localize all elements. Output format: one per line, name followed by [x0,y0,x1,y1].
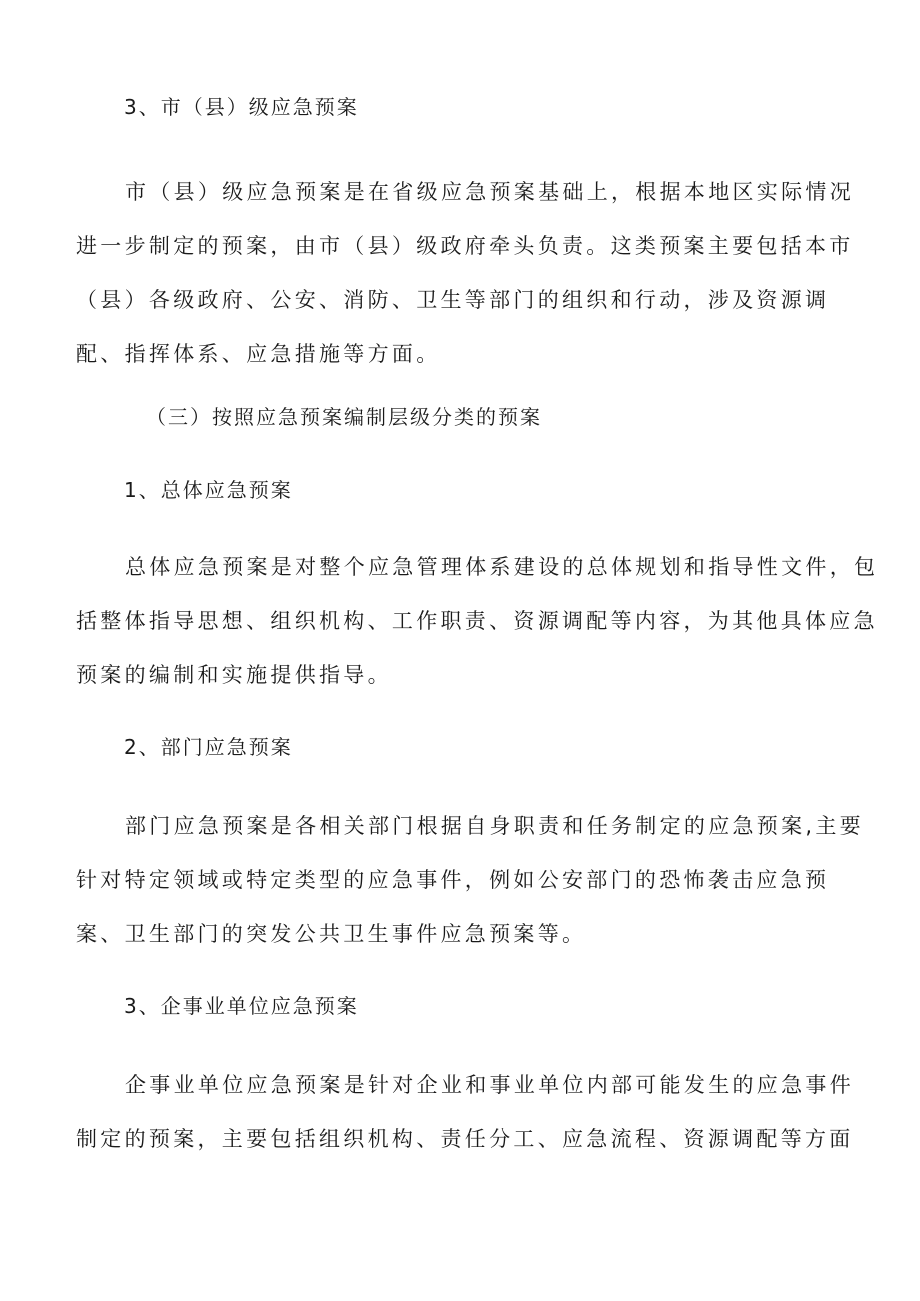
paragraph-line: 制定的预案，主要包括组织机构、责任分工、应急流程、资源调配等方面 [76,1127,854,1151]
paragraph-overall-plan [0,540,879,702]
paragraph-line: 企事业单位应急预案是针对企业和事业单位内部可能发生的应急事件 [125,1073,854,1097]
heading-enterprise-plan: 3、企事业单位应急预案 [124,994,359,1018]
heading-overall-plan: 1、总体应急预案 [124,478,293,502]
heading-city-plan: 3、市（县）级应急预案 [124,95,359,119]
paragraph-line: 市（县）级应急预案是在省级应急预案基础上，根据本地区实际情况 [125,180,854,204]
paragraph-line: 配、指挥体系、应急措施等方面。 [76,342,441,366]
section-heading-three: （三）按照应急预案编制层级分类的预案 [146,405,542,429]
heading-dept-plan: 2、部门应急预案 [124,735,293,759]
paragraph-line: 总体应急预案是对整个应急管理体系建设的总体规划和指导性文件，包 [125,555,879,579]
paragraph-line: 部门应急预案是各相关部门根据自身职责和任务制定的应急预案,主要 [125,814,864,838]
paragraph-line: 进一步制定的预案，由市（县）级政府牵头负责。这类预案主要包括本市 [76,234,854,258]
paragraph-line: 预案的编制和实施提供指导。 [76,663,392,687]
paragraph-line: （县）各级政府、公安、消防、卫生等部门的组织和行动，涉及资源调 [76,288,830,312]
paragraph-dept-plan [0,799,864,961]
paragraph-line: 针对特定领域或特定类型的应急事件，例如公安部门的恐怖袭击应急预 [76,868,830,892]
paragraph-line: 括整体指导思想、组织机构、工作职责、资源调配等内容，为其他具体应急 [76,609,878,633]
paragraph-enterprise-plan [0,1058,854,1166]
paragraph-city-plan [0,165,854,381]
paragraph-line: 案、卫生部门的突发公共卫生事件应急预案等。 [76,922,587,946]
